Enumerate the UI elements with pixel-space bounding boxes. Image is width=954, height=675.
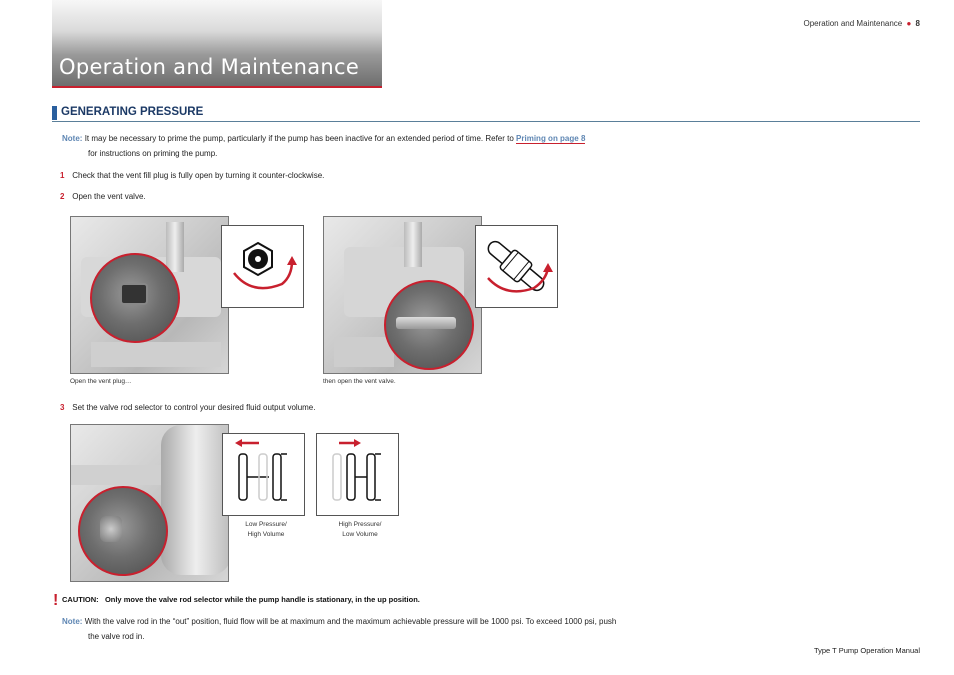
- hex-plug-rotate-icon: [222, 226, 303, 307]
- caution-label: CAUTION:: [62, 595, 99, 604]
- bullet-icon: ●: [906, 19, 912, 28]
- step-3: [60, 400, 315, 415]
- step-number: 1: [60, 171, 65, 180]
- note-valve-rod: [62, 614, 616, 629]
- note-prime: [62, 131, 702, 146]
- vent-plug-diagram: [221, 225, 304, 308]
- vent-valve-zoom: [384, 280, 474, 370]
- section-marker: [52, 106, 57, 120]
- section-title: GENERATING PRESSURE: [61, 106, 204, 118]
- caution-text: Only move the valve rod selector while the pump handle is stationary, in the up position.: [104, 595, 420, 604]
- step-2: [60, 189, 146, 204]
- caution-icon: !: [53, 592, 59, 609]
- low-pressure-diagram: [222, 433, 305, 516]
- vent-plug-zoom: [90, 253, 180, 343]
- vent-valve-caption: then open the vent valve.: [323, 378, 396, 385]
- step-text: Set the valve rod selector to control your desired fluid output volume.: [72, 403, 316, 412]
- low-pressure-label: Low Pressure/: [245, 521, 287, 528]
- step-number: 2: [60, 192, 65, 201]
- step-1: [60, 168, 324, 183]
- step-text: Check that the vent fill plug is fully open by turning it counter-clockwise.: [72, 171, 325, 180]
- step-number: 3: [60, 403, 65, 412]
- page-title: Operation and Maintenance: [59, 55, 360, 79]
- valve-rotate-icon: [476, 226, 557, 307]
- note-label: Note:: [62, 134, 83, 143]
- caution-notice: [62, 595, 420, 604]
- step-text: Open the vent valve.: [72, 192, 146, 201]
- running-head: [804, 19, 921, 28]
- high-pressure-diagram: [316, 433, 399, 516]
- note-text: With the valve rod in the “out” position, fluid flow will be at maximum and the maximum achievable pressure will be 1000 psi. To exceed 1000 psi, push: [84, 617, 617, 626]
- low-volume-label: Low Volume: [342, 531, 378, 538]
- priming-link[interactable]: Priming on page 8: [516, 134, 586, 143]
- valve-rod-out-icon: [223, 434, 304, 515]
- note-label: Note:: [62, 617, 83, 626]
- note-prime-cont: for instructions on priming the pump.: [88, 149, 218, 158]
- note-valve-rod-cont: the valve rod in.: [88, 632, 145, 641]
- banner-underline: [52, 86, 382, 88]
- vent-plug-caption: Open the vent plug…: [70, 378, 132, 385]
- valve-rod-zoom: [78, 486, 168, 576]
- high-pressure-label: High Pressure/: [338, 521, 382, 528]
- section-rule: [52, 121, 920, 122]
- high-volume-label: High Volume: [247, 531, 285, 538]
- low-pressure-caption: [222, 520, 310, 540]
- footer-title: Type T Pump Operation Manual: [813, 646, 920, 655]
- valve-rod-in-icon: [317, 434, 398, 515]
- running-head-text: Operation and Maintenance: [803, 19, 903, 28]
- note-text: It may be necessary to prime the pump, particularly if the pump has been inactive for an extended period of time. Refer to: [84, 134, 514, 143]
- vent-valve-diagram: [475, 225, 558, 308]
- high-pressure-caption: [316, 520, 404, 540]
- page-number: 8: [915, 19, 920, 28]
